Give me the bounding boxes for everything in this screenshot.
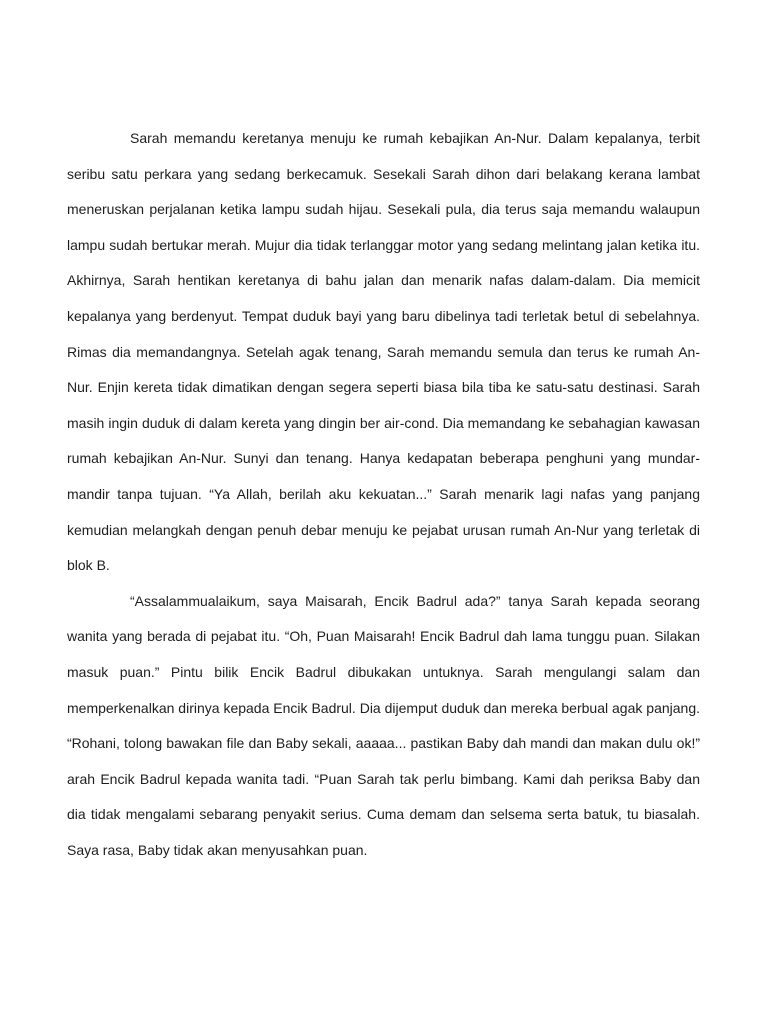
paragraph-2: “Assalammualaikum, saya Maisarah, Encik Badrul ada?” tanya Sarah kepada seorang wanita yang berada di pejabat itu. “Oh, Puan Maisarah! Encik Badrul dah lama tunggu puan. Silakan masuk puan.” Pintu bilik Encik Badrul dibukakan untuknya. Sarah mengulangi salam dan memperkenalkan dirinya kepada Encik Badrul. Dia dijemput duduk dan mereka berbual agak panjang. “Rohani, tolong bawakan file dan Baby sekali, aaaaa... pastikan Baby dah mandi dan makan dulu ok!” arah Encik Badrul kepada wanita tadi. “Puan Sarah tak perlu bimbang. Kami dah periksa Baby dan dia tidak mengalami sebarang penyakit serius. Cuma demam dan selsema serta batuk, tu biasalah. Saya rasa, Baby tidak akan menyusahkan puan. [67, 592, 700, 858]
paragraph-1: Sarah memandu keretanya menuju ke rumah kebajikan An-Nur. Dalam kepalanya, terbit seribu satu perkara yang sedang berkecamuk. Sesekali Sarah dihon dari belakang kerana lambat meneruskan perjalanan ketika lampu sudah hijau. Sesekali pula, dia terus saja memandu walaupun lampu sudah bertukar merah. Mujur dia tidak terlanggar motor yang sedang melintang jalan ketika itu. Akhirnya, Sarah hentikan keretanya di bahu jalan dan menarik nafas dalam-dalam. Dia memicit kepalanya yang berdenyut. Tempat duduk bayi yang baru dibelinya tadi terletak betul di sebelahnya. Rimas dia memandangnya. Setelah agak tenang, Sarah memandu semula dan terus ke rumah An-Nur. Enjin kereta tidak dimatikan dengan segera seperti biasa bila tiba ke satu-satu destinasi. Sarah masih ingin duduk di dalam kereta yang dingin ber air-cond. Dia memandang ke sebahagian kawasan rumah kebajikan An-Nur. Sunyi dan tenang. Hanya kedapatan beberapa penghuni yang mundar-mandir tanpa tujuan. “Ya Allah, berilah aku kekuatan...” Sarah menarik lagi nafas yang panjang kemudian melangkah dengan penuh debar menuju ke pejabat urusan rumah An-Nur yang terletak di blok B. [67, 130, 700, 574]
document-body [67, 121, 700, 868]
